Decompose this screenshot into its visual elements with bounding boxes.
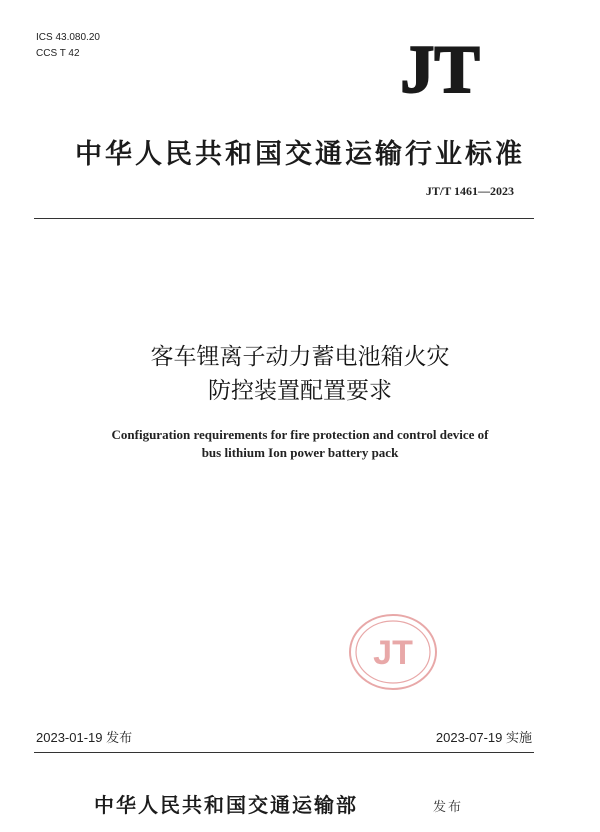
jt-logo xyxy=(378,38,502,98)
standard-number: JT/T 1461—2023 xyxy=(425,184,514,198)
jt-seal-watermark xyxy=(348,612,438,692)
standard-category-title: 中华人民共和国交通运输行业标准 xyxy=(75,139,525,170)
english-title-line-2: bus lithium Ion power battery pack xyxy=(201,445,399,460)
implement-date: 2023-07-19 实施 xyxy=(435,730,532,745)
issuer-suffix: 发布 xyxy=(433,800,464,815)
ccs-code: CCS T 42 xyxy=(36,48,80,59)
classification-codes xyxy=(36,30,100,62)
bottom-divider xyxy=(34,752,534,753)
english-title-line-1: Configuration requirements for fire protection and control device of xyxy=(111,427,489,442)
chinese-title-line-2: 防控装置配置要求 xyxy=(208,378,392,404)
jt-logo-text: JT xyxy=(400,38,480,98)
chinese-title-line-1: 客车锂离子动力蓄电池箱火灾 xyxy=(150,344,450,370)
ics-code: ICS 43.080.20 xyxy=(36,32,100,43)
seal-text: JT xyxy=(373,634,413,672)
top-divider xyxy=(34,218,534,219)
issuing-authority: 中华人民共和国交通运输部 xyxy=(94,793,358,817)
publish-date: 2023-01-19 发布 xyxy=(36,730,133,745)
